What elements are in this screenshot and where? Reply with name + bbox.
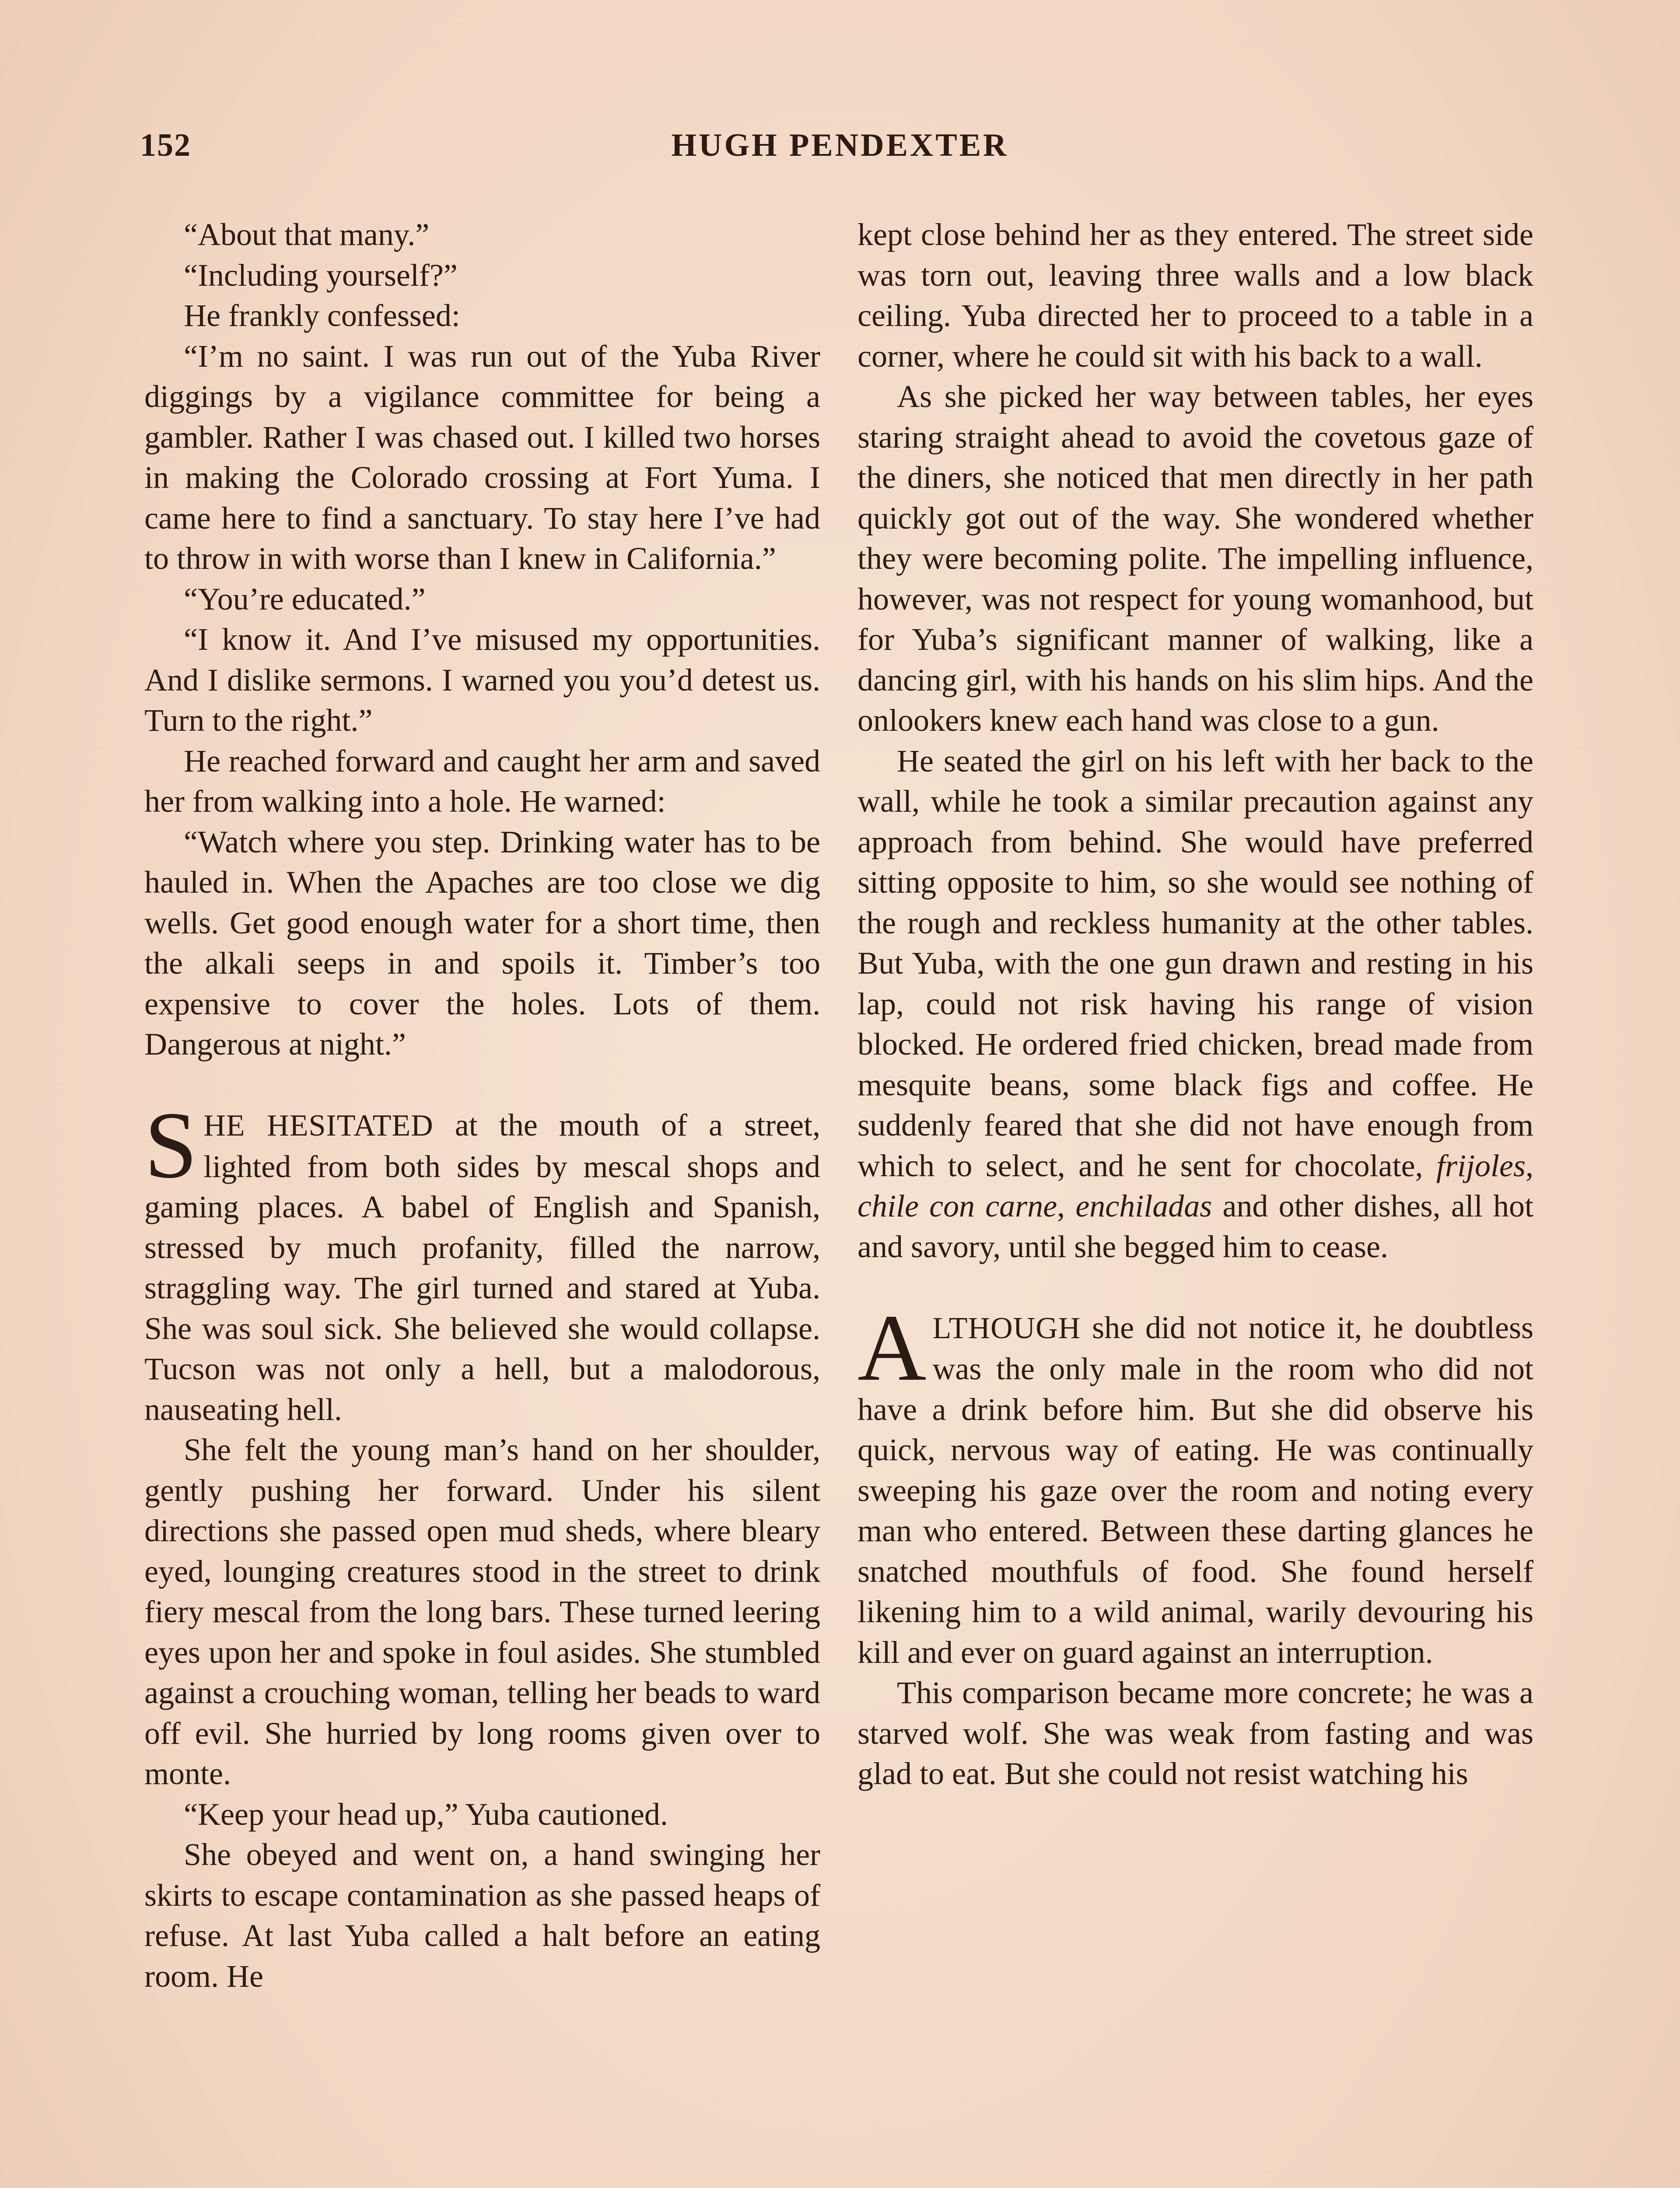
section-text: at the mouth of a street, lighted from both sides by mescal shops and gaming places. A babel of English and Spanish, stressed by much profanity, filled the narrow, straggling way. The girl turned and stared at Yuba. She was soul sick. She believed she would collapse. Tucson was not only a hell, but a malodorous, nauseating hell. [144, 1108, 820, 1427]
page-number: 152 [140, 127, 191, 163]
paragraph: “Keep your head up,” Yuba cautioned. [184, 1796, 668, 1832]
paragraph: He frankly confessed: [184, 298, 460, 333]
paragraph: “Including yourself?” [184, 257, 458, 293]
paragraph: “You’re educated.” [184, 581, 426, 617]
drop-cap: A [858, 1295, 927, 1401]
paragraph: She felt the young man’s hand on her shoulder, gently pushing her forward. Under his silent directions she passed open mud sheds, where bleary eyed, lounging creatures stood in the street to drink fiery mescal from the long bars. These turned leering eyes upon her and spoke in foul asides. She stumbled against a crouching woman, telling her beads to ward off evil. She hurried by long rooms given over to monte. [144, 1432, 820, 1791]
italic-term: chile con carne [858, 1189, 1057, 1224]
running-head: HUGH PENDEXTER [671, 127, 1009, 163]
drop-cap: S [144, 1093, 198, 1198]
right-column [858, 214, 1533, 1794]
paragraph [858, 741, 1533, 1267]
section-lead-in: HE HESITATED [203, 1109, 434, 1143]
paragraph: kept close behind her as they entered. The street side was torn out, leaving three walls and a low black ceiling. Yuba directed her to proceed to a table in a corner, where he could sit with his back to a wall. [858, 217, 1533, 374]
paragraph: This comparison became more concrete; he was a starved wolf. She was weak from fasting and was glad to eat. But she could not resist watching his [858, 1675, 1533, 1791]
separator: , [1057, 1189, 1076, 1224]
section-opening-paragraph [144, 1093, 820, 1430]
italic-term: enchiladas [1075, 1189, 1212, 1224]
paragraph: He reached forward and caught her arm and saved her from walking into a hole. He warned: [144, 743, 820, 819]
section-lead-in: LTHOUGH [932, 1311, 1081, 1345]
paragraph: “I know it. And I’ve misused my opportunities. And I dislike sermons. I warned you you’d detest us. Turn to the right.” [144, 622, 820, 738]
section-opening-paragraph [858, 1295, 1533, 1673]
paragraph: “About that many.” [184, 217, 430, 252]
paragraph-text: He seated the girl on his left with her back to the wall, while he took a similar precaution against any approach from behind. She would have preferred sitting opposite to him, so she would see nothing of the rough and reckless humanity at the other tables. But Yuba, with the one gun drawn and resting in his lap, could not risk having his range of vision blocked. He ordered fried chicken, bread made from mesquite beans, some black figs and coffee. He suddenly feared that she did not have enough from which to select, and he sent for chocolate, [858, 743, 1533, 1183]
paragraph-text: and other dishes, all hot and savory, until she begged him to cease. [858, 1189, 1533, 1264]
separator: , [1526, 1148, 1533, 1183]
paragraph: She obeyed and went on, a hand swinging her skirts to escape contamination as she passed heaps of refuse. At last Yuba called a halt before an eating room. He [144, 1837, 820, 1994]
left-column [144, 214, 820, 1996]
paragraph: “I’m no saint. I was run out of the Yuba River diggings by a vigilance committee for being a gambler. Rather I was chased out. I killed two horses in making the Colorado crossing at Fort Yuma. I came here to find a sanctuary. To stay here I’ve had to throw in with worse than I knew in California.” [144, 338, 820, 576]
section-text: she did not notice it, he doubtless was the only male in the room who did not have a drink before him. But she did observe his quick, nervous way of eating. He was continually sweeping his gaze over the room and noting every man who entered. Between these darting glances he snatched mouthfuls of food. She found herself likening him to a wild animal, warily devouring his kill and ever on guard against an interruption. [858, 1310, 1533, 1670]
italic-term: frijoles [1436, 1148, 1526, 1183]
paragraph: “Watch where you step. Drinking water has to be hauled in. When the Apaches are too close we dig wells. Get good enough water for a short time, then the alkali seeps in and spoils it. Timber’s too expensive to cover the holes. Lots of them. Dangerous at night.” [144, 824, 820, 1062]
page-header [140, 127, 1540, 179]
paragraph: As she picked her way between tables, her eyes staring straight ahead to avoid the covetous gaze of the diners, she noticed that men directly in her path quickly got out of the way. She wondered whether they were becoming polite. The impelling influence, however, was not respect for young womanhood, but for Yuba’s significant manner of walking, like a dancing girl, with his hands on his slim hips. And the onlookers knew each hand was close to a gun. [858, 379, 1533, 738]
